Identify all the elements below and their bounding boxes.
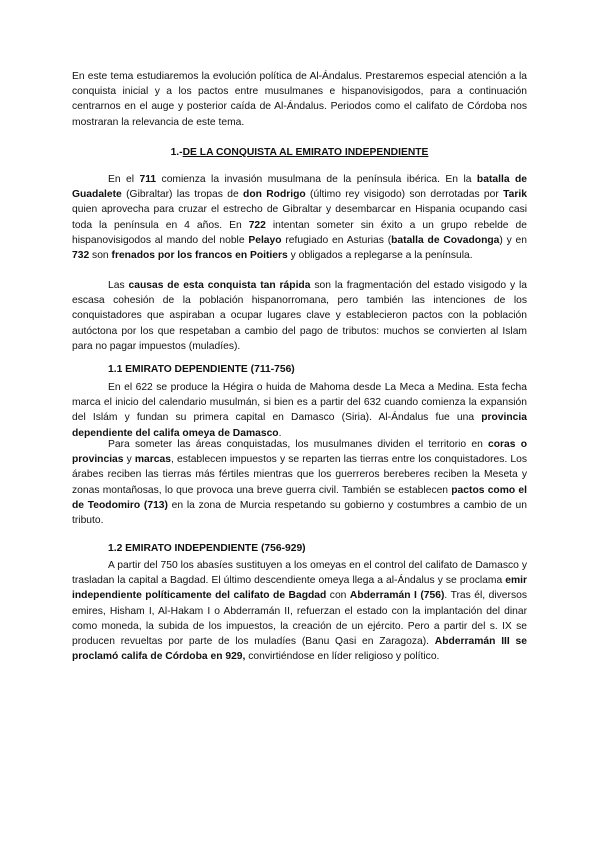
- intro-paragraph: En este tema estudiaremos la evolución política de Al-Ándalus. Prestaremos especial atención a la conquista inicial y a los pactos entre musulmanes e hispanovisigodos, para a continuación centrarnos en el auge y posterior caída de Al-Ándalus. Periodos como el califato de Córdoba nos mostraran la relevancia de este tema.: [72, 71, 527, 128]
- text-run: comienza la invasión musulmana de la península ibérica. En la: [156, 174, 477, 185]
- text-run: . Tras él, diversos emires, Hisham I, Al-Hakam I o Abderramán II, refuerzan el estado con la implantación del dinar como moneda, la subida de los impuestos, la creación de un ejército. Pero a partir del s. IX se producen revueltas por parte de los muladíes (Banu Qasi en Zaragoza).: [72, 590, 527, 648]
- don-rodrigo: don Rodrigo: [243, 189, 306, 201]
- abderraman-i: Abderramán I (756): [349, 590, 445, 602]
- text-run: , establecen impuestos y se reparten las tierras entre los conquistadores. Los árabes reciben las tierras más fértiles mientras que los guerreros bereberes reciben la Meseta y zonas montañosas, lo que provoca una breve guerra civil. También se establecen: [72, 454, 527, 496]
- text-run: En el: [108, 174, 140, 185]
- text-run: son: [89, 250, 112, 262]
- pelayo: Pelayo: [248, 234, 282, 246]
- conquest-causes: causas de esta conquista tan rápida: [128, 280, 311, 291]
- abderraman-iii: Abderramán III se proclamó califa de Córdoba en 929,: [72, 636, 528, 663]
- section-1-1-paragraph-1: [72, 380, 527, 441]
- guadalete-battle: batalla de Guadalete: [72, 174, 527, 201]
- section-1-1-heading: 1.1 EMIRATO DEPENDIENTE (711-756): [108, 364, 295, 375]
- text-run: .: [278, 427, 282, 439]
- teodomiro-pact: pactos como el de Teodomiro (713): [72, 484, 527, 511]
- covadonga-battle: batalla de Covadonga: [391, 234, 500, 246]
- text-run: en la zona de Murcia respetando su gobierno y costumbres a cambio de un tributo.: [72, 499, 527, 527]
- section-1-2-heading: 1.2 EMIRATO INDEPENDIENTE (756-929): [108, 543, 306, 554]
- independent-emir: emir independiente políticamente del califato de Bagdad: [72, 575, 527, 602]
- year-711: 711: [139, 174, 157, 185]
- section-1-paragraph-1: [72, 172, 527, 263]
- text-run: (último rey visigodo) son derrotadas por: [305, 189, 504, 201]
- text-run: Las: [108, 280, 129, 291]
- text-run: A partir del 750 los abasíes sustituyen a los omeyas en el control del califato de Damasco y trasladan la capital a Bagdad. El último descendiente omeya llega a al-Ándalus y se proclama: [72, 560, 527, 587]
- text-run: convirtiéndose en líder religioso y político.: [245, 651, 440, 663]
- tarik: Tarik: [503, 189, 527, 201]
- text-run: ) y en: [499, 234, 527, 246]
- text-run: intentan someter sin éxito a un grupo rebelde de hispanovisigodos al mando del noble: [72, 219, 527, 246]
- text-run: En el 622 se produce la Hégira o huida de Mahoma desde La Meca a Medina. Esta fecha marca el inicio del calendario musulmán, si bien es a partir del 632 cuando comienza la expansión del Islám y fundan su primera capital en Damasco (Siria). Al-Ándalus fue una: [72, 382, 527, 424]
- text-run: quien aprovecha para cruzar el estrecho de Gibraltar y desembarcar en Hispania ocupando casi toda la península en 4 años. En: [72, 204, 527, 231]
- section-1-title: DE LA CONQUISTA AL EMIRATO INDEPENDIENTE: [182, 147, 429, 158]
- section-1-heading: [72, 147, 527, 158]
- section-1-2-paragraph-1: [72, 558, 527, 664]
- dependent-province: provincia dependiente del califa omeya de Damasco: [72, 412, 527, 439]
- text-run: y: [123, 454, 135, 466]
- poitiers: frenados por los francos en Poitiers: [111, 250, 288, 262]
- text-run: (Gibraltar) las tropas de: [121, 189, 244, 201]
- text-run: con: [326, 590, 350, 602]
- coras-provincias: coras o provincias: [72, 439, 527, 466]
- year-722: 722: [248, 219, 266, 231]
- section-1-number: 1.-: [170, 147, 183, 158]
- section-1-1-paragraph-2: [72, 437, 527, 528]
- text-run: Para someter las áreas conquistadas, los musulmanes dividen el territorio en: [108, 439, 489, 450]
- year-732: 732: [72, 250, 90, 262]
- marcas: marcas: [134, 454, 171, 466]
- text-run: refugiado en Asturias (: [281, 234, 392, 246]
- text-run: y obligados a replegarse a la península.: [287, 250, 473, 262]
- text-run: son la fragmentación del estado visigodo y la escasa cohesión de la población hispanorromana, pero también las intenciones de los conquistadores que aspiraban a ocupar lugares clave y establecieron pactos con la población autóctona por los que respetaban a cambio del pago de tributos: muchos se convierten al Islam para no pagar impuestos (muladíes).: [72, 280, 528, 352]
- section-1-paragraph-2: [72, 278, 527, 354]
